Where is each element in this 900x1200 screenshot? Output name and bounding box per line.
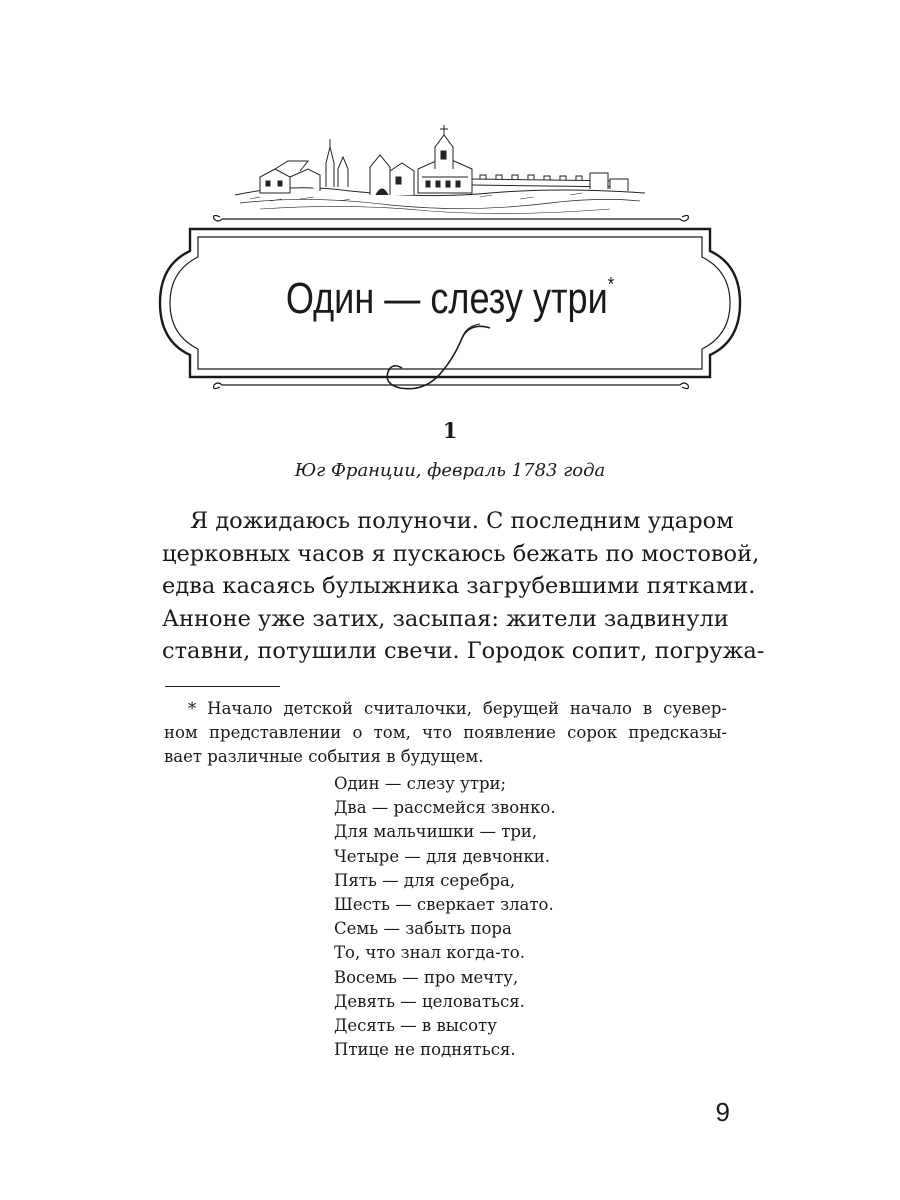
footnote	[164, 697, 727, 769]
footnote-line: вает различные события в будущем.	[164, 747, 484, 766]
poem-line: Девять — целоваться.	[334, 991, 525, 1011]
chapter-title	[245, 250, 655, 323]
poem-line: То, что знал когда-то.	[334, 943, 525, 963]
body-line: церковных часов я пускаюсь бежать по мостовой,	[162, 540, 760, 567]
footnote-rule	[165, 686, 280, 687]
footnote-line: ном представлении о том, что появление сорок предсказы-	[164, 723, 727, 742]
poem-line: Пять — для серебра,	[334, 870, 516, 890]
footnote-poem	[334, 772, 634, 1062]
footnote-mark: *	[607, 274, 615, 296]
poem-line: Два — рассмейся звонко.	[334, 798, 556, 818]
footnote-line: * Начало детской считалочки, берущей начало в суевер-	[188, 699, 727, 718]
body-line: Я дожидаюсь полуночи. С последним ударом	[190, 508, 734, 534]
town-skyline-illustration	[230, 125, 650, 220]
body-paragraph	[162, 505, 765, 668]
section-number: 1	[442, 418, 458, 443]
body-line: ставни, потушили свечи. Городок сопит, погружа-	[162, 638, 765, 664]
body-line: едва касаясь булыжника загрубевшими пятками.	[162, 573, 756, 599]
poem-line: Семь — забыть пора	[334, 919, 512, 939]
dateline: Юг Франции, февраль 1783 года	[294, 460, 606, 481]
poem-line: Восемь — про мечту,	[334, 967, 519, 987]
chapter-title-text: Один — слезу утри	[285, 274, 608, 323]
body-line: Анноне уже затих, засыпая: жители задвинули	[162, 605, 729, 632]
poem-line: Шесть — сверкает злато.	[334, 895, 554, 915]
poem-line: Десять — в высоту	[334, 1016, 497, 1036]
poem-line: Для мальчишки — три,	[334, 822, 538, 842]
page-number: 9	[715, 1097, 730, 1127]
poem-line: Птице не подняться.	[334, 1040, 516, 1060]
decorative-swash	[370, 318, 510, 398]
poem-line: Четыре — для девчонки.	[334, 846, 550, 866]
poem-line: Один — слезу утри;	[334, 774, 507, 793]
